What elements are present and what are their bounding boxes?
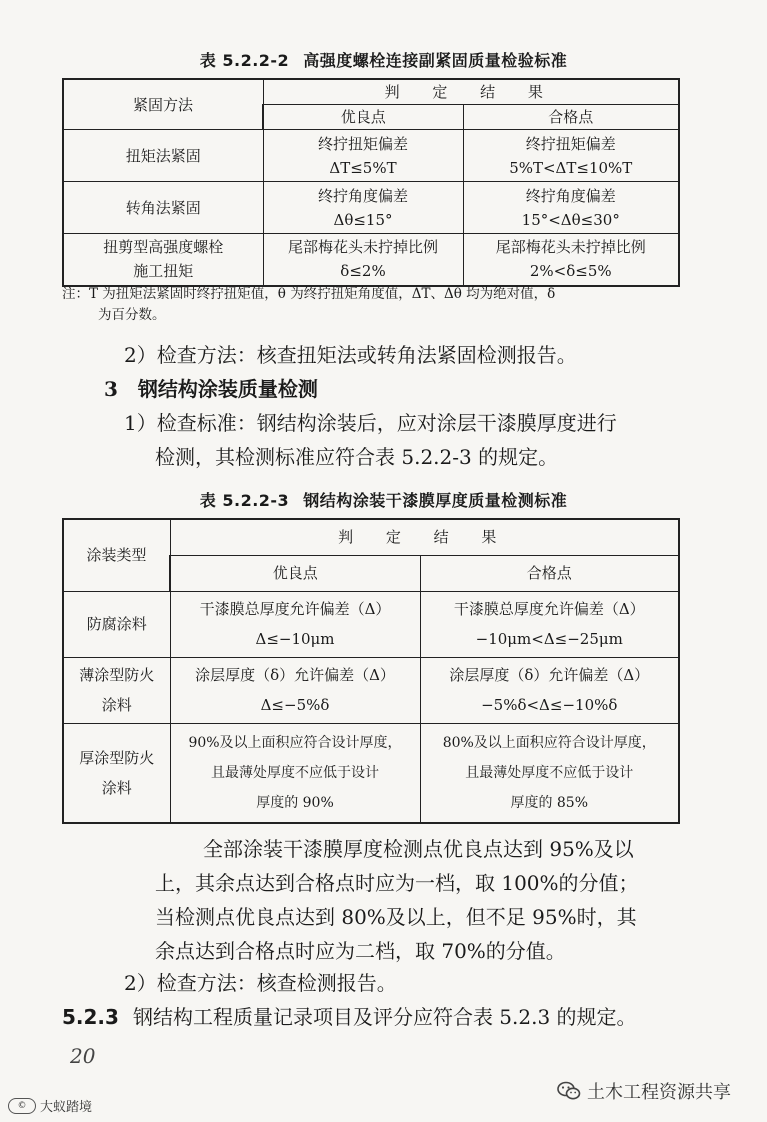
table1-pass-l1: 终拧扭矩偏差 <box>525 134 616 153</box>
table2-type-l1: 薄涂型防火 <box>79 666 155 684</box>
table2-good-l1: 90%及以上面积应符合设计厚度， <box>188 734 402 751</box>
table1-good-l1: 终拧扭矩偏差 <box>317 134 408 153</box>
table1-pass-l2: 5%T<ΔT≤10%T <box>509 158 633 177</box>
table-row <box>63 723 679 823</box>
para-check-standard-line2: 检测，其检测标准应符合表 5.2.2-3 的规定。 <box>155 445 559 469</box>
table1-method: 转角法紧固 <box>125 198 201 217</box>
table1-pass-l1: 尾部梅花头未拧掉比例 <box>495 238 646 257</box>
para-check-standard-line1: 1）检查标准：钢结构涂装后，应对涂层干漆膜厚度进行 <box>124 411 617 435</box>
table2-caption <box>0 488 767 511</box>
table1 <box>62 78 680 287</box>
table1-note-line1: 注：T 为扭矩法紧固时终拧扭矩值，θ 为终拧扭矩角度值，ΔT、Δθ 均为绝对值，δ <box>62 286 556 302</box>
table2-head-good: 优良点 <box>170 555 420 591</box>
table1-note-line2: 为百分数。 <box>98 307 166 323</box>
section-5-2-3 <box>62 1000 637 1034</box>
table1-pass-l2: 2%<δ≤5% <box>529 262 612 281</box>
table2-title: 钢结构涂装干漆膜厚度质量检测标准 <box>303 491 568 510</box>
table2 <box>62 518 680 824</box>
table2-good-l3: 厚度的 90% <box>256 794 334 811</box>
table2-good-l1: 涂层厚度（δ）允许偏差（Δ） <box>195 666 395 684</box>
para-grading-line1: 全部涂装干漆膜厚度检测点优良点达到 95%及以 <box>203 837 634 861</box>
table2-type: 防腐涂料 <box>86 615 147 633</box>
table1-head-result: 判 定 结 果 <box>263 79 679 105</box>
table2-type-l2: 涂料 <box>101 778 132 797</box>
table1-good-l1: 终拧角度偏差 <box>317 186 408 205</box>
table1-good-l2: δ≤2% <box>340 262 386 281</box>
page-number: 20 <box>70 1044 96 1068</box>
watermark-logo-icon: © <box>8 1098 36 1114</box>
watermark-left-text: 大蚁踏境 <box>40 1100 93 1115</box>
para-check-method-2: 2）检查方法：核查检测报告。 <box>124 971 397 995</box>
para-grading <box>155 832 695 968</box>
watermark-left <box>8 1096 92 1115</box>
table1-note <box>62 284 702 326</box>
table2-type-l2: 涂料 <box>101 696 132 714</box>
table2-head-result: 判 定 结 果 <box>170 519 679 555</box>
table1-head-method: 紧固方法 <box>63 79 263 130</box>
section-number: 5.2.3 <box>62 1005 119 1029</box>
wechat-icon <box>557 1081 581 1101</box>
table2-good-l1: 干漆膜总厚度允许偏差（Δ） <box>199 600 391 618</box>
para-grading-line2: 上，其余点达到合格点时应为一档，取 100%的分值； <box>155 871 639 895</box>
table2-pass-l3: 厚度的 85% <box>510 794 589 811</box>
para-check-method-1: 2）检查方法：核查扭矩法或转角法紧固检测报告。 <box>124 343 577 367</box>
table1-pass-l2: 15°<Δθ≤30° <box>521 210 620 229</box>
table-row <box>63 182 679 234</box>
table2-pass-l1: 干漆膜总厚度允许偏差（Δ） <box>453 600 645 618</box>
table2-pass-l2: 且最薄处厚度不应低于设计 <box>465 764 634 781</box>
section-heading-3: 3 钢结构涂装质量检测 <box>104 377 318 401</box>
section-text: 钢结构工程质量记录项目及评分应符合表 5.2.3 的规定。 <box>132 1005 637 1029</box>
table-row <box>63 130 679 182</box>
table1-method: 扭矩法紧固 <box>125 146 201 165</box>
table1-pass-l1: 终拧角度偏差 <box>525 186 616 205</box>
table1-good-l1: 尾部梅花头未拧掉比例 <box>287 238 438 257</box>
table1-head-good: 优良点 <box>263 105 463 130</box>
table2-number: 表 5.2.2-3 <box>199 491 290 510</box>
table2-type-l1: 厚涂型防火 <box>79 748 155 767</box>
table2-pass-l2: −5%δ<Δ≤−10%δ <box>481 696 618 714</box>
table1-caption <box>0 48 767 71</box>
table2-good-l2: Δ≤−5%δ <box>260 696 330 714</box>
table2-good-l2: Δ≤−10μm <box>255 630 335 648</box>
table-row <box>63 657 679 723</box>
watermark-right-text: 土木工程资源共享 <box>587 1082 731 1103</box>
table-row <box>63 234 679 286</box>
table1-method-l1: 扭剪型高强度螺栓 <box>103 238 224 257</box>
table2-pass-l1: 80%及以上面积应符合设计厚度， <box>442 734 656 751</box>
table2-pass-l2: −10μm<Δ≤−25μm <box>475 630 623 648</box>
table1-good-l2: ΔT≤5%T <box>329 158 397 177</box>
table1-head-pass: 合格点 <box>463 105 679 130</box>
table1-title: 高强度螺栓连接副紧固质量检验标准 <box>303 51 568 70</box>
table2-head-pass: 合格点 <box>420 555 679 591</box>
para-grading-line3: 当检测点优良点达到 80%及以上，但不足 95%时，其 <box>155 905 637 929</box>
table1-number: 表 5.2.2-2 <box>199 51 290 70</box>
table2-head-type: 涂装类型 <box>63 519 170 591</box>
table-row <box>63 591 679 657</box>
table2-good-l2: 且最薄处厚度不应低于设计 <box>211 764 379 781</box>
table1-good-l2: Δθ≤15° <box>333 210 393 229</box>
table1-method-l2: 施工扭矩 <box>133 262 194 281</box>
table2-pass-l1: 涂层厚度（δ）允许偏差（Δ） <box>449 666 650 684</box>
watermark-right <box>557 1078 731 1104</box>
para-grading-line4: 余点达到合格点时应为二档，取 70%的分值。 <box>155 939 566 963</box>
